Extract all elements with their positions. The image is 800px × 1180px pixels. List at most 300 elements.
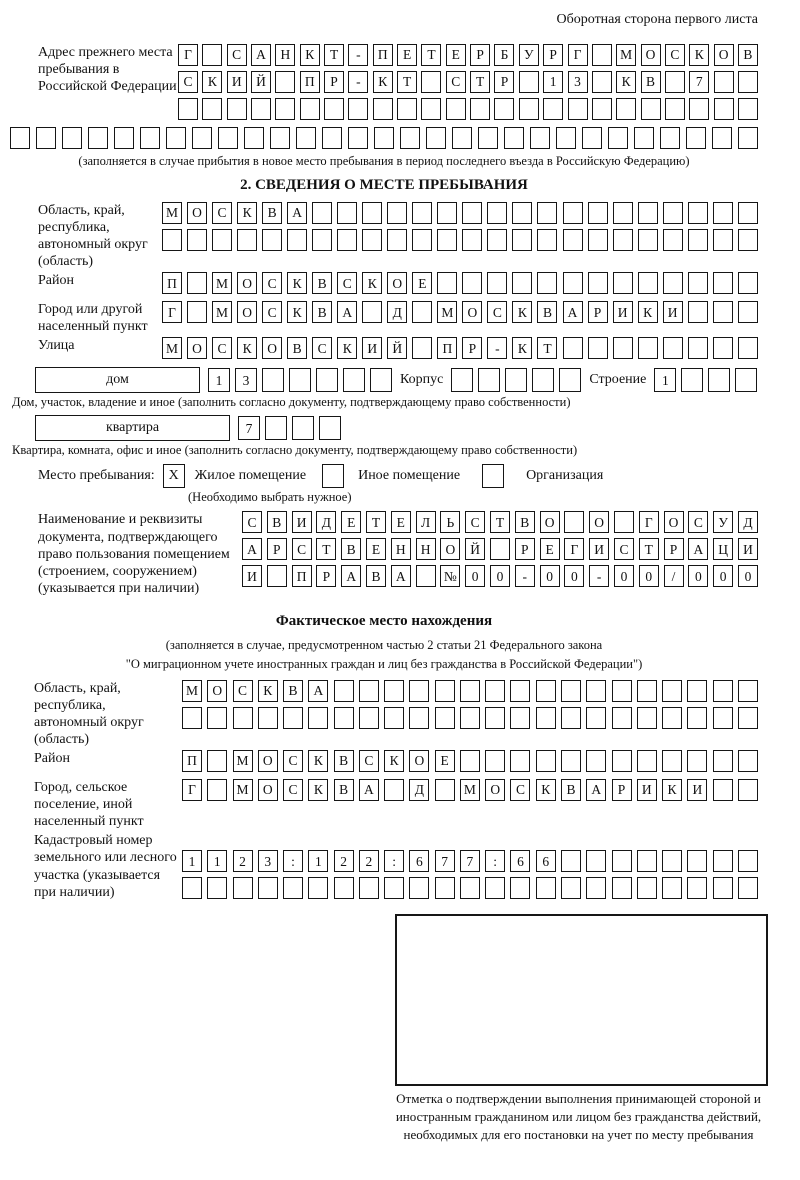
char-box: П (373, 44, 393, 66)
char-box: О (237, 272, 257, 294)
char-box (36, 127, 56, 149)
char-row (178, 98, 758, 120)
char-box (359, 877, 379, 899)
char-box (485, 750, 505, 772)
char-box (588, 229, 608, 251)
char-box (384, 877, 404, 899)
char-box: М (212, 272, 232, 294)
char-box: К (638, 301, 658, 323)
char-box: Т (324, 44, 344, 66)
char-box (308, 877, 328, 899)
char-box (713, 680, 733, 702)
char-box: Т (639, 538, 659, 560)
option-organization-label: Организация (526, 468, 604, 484)
char-box: А (341, 565, 361, 587)
char-box (592, 98, 612, 120)
char-box: Е (435, 750, 455, 772)
char-box (738, 202, 758, 224)
char-box (561, 877, 581, 899)
char-box (187, 272, 207, 294)
char-box: А (337, 301, 357, 323)
char-box: К (202, 71, 222, 93)
char-box (452, 127, 472, 149)
char-box (713, 750, 733, 772)
char-box: 0 (713, 565, 733, 587)
char-box (582, 127, 602, 149)
char-box (162, 229, 182, 251)
district-label: Район (38, 273, 74, 289)
char-box: 0 (490, 565, 510, 587)
char-box: С (262, 272, 282, 294)
char-box: 3 (568, 71, 588, 93)
char-row (182, 877, 758, 899)
char-box (270, 127, 290, 149)
char-box: 1 (182, 850, 202, 872)
char-box: 0 (639, 565, 659, 587)
char-row-full-width (10, 127, 758, 149)
char-box: И (242, 565, 262, 587)
char-box (588, 202, 608, 224)
char-box: П (437, 337, 457, 359)
char-box: № (440, 565, 460, 587)
char-box (519, 71, 539, 93)
char-box: И (292, 511, 312, 533)
char-box: И (637, 779, 657, 801)
char-box: Д (316, 511, 336, 533)
char-box (561, 680, 581, 702)
char-box (687, 750, 707, 772)
char-box: И (227, 71, 247, 93)
apartment-number-cells (238, 416, 341, 440)
char-row (178, 44, 758, 66)
char-box: К (300, 44, 320, 66)
char-box (536, 877, 556, 899)
apartment-row (35, 415, 758, 441)
char-box (359, 707, 379, 729)
char-box: Р (324, 71, 344, 93)
char-box (275, 98, 295, 120)
char-row (182, 680, 758, 702)
char-box (686, 127, 706, 149)
char-box: Т (421, 44, 441, 66)
char-box: 7 (689, 71, 709, 93)
confirmation-caption: Отметка о подтверждении выполнения принимающей стороной и иностранным гражданином или лицом без гражданства действий, необходимых для его постановки на учет по месту пребывания (395, 1091, 762, 1142)
char-box: П (292, 565, 312, 587)
char-box: И (362, 337, 382, 359)
char-box (387, 202, 407, 224)
char-box: С (233, 680, 253, 702)
char-box: 2 (359, 850, 379, 872)
char-box (586, 680, 606, 702)
option-other-premises-label: Иное помещение (358, 468, 461, 484)
char-box (612, 877, 632, 899)
char-box: С (227, 44, 247, 66)
char-box: О (258, 779, 278, 801)
field-actual-city (10, 779, 758, 830)
confirmation-mark-box (395, 914, 768, 1086)
char-box (536, 680, 556, 702)
char-box (738, 229, 758, 251)
char-box (485, 877, 505, 899)
char-box (662, 680, 682, 702)
char-box (485, 680, 505, 702)
char-box: 3 (258, 850, 278, 872)
char-box (397, 98, 417, 120)
char-box (437, 202, 457, 224)
char-box (662, 750, 682, 772)
char-box: 1 (308, 850, 328, 872)
char-box: И (589, 538, 609, 560)
char-box: О (589, 511, 609, 533)
char-box: 1 (654, 368, 676, 392)
char-box: В (312, 301, 332, 323)
checkbox-other-premises (322, 464, 344, 488)
char-box (543, 98, 563, 120)
char-box: И (687, 779, 707, 801)
char-box: С (465, 511, 485, 533)
char-box: 1 (543, 71, 563, 93)
actual-location-note-2: "О миграционном учете иностранных граждан и лиц без гражданства в Российской Федерации") (125, 656, 643, 671)
char-box (212, 229, 232, 251)
char-box: - (515, 565, 535, 587)
char-box: Т (537, 337, 557, 359)
char-box: К (258, 680, 278, 702)
char-box: И (613, 301, 633, 323)
char-box (537, 229, 557, 251)
char-box (412, 202, 432, 224)
char-box: - (348, 71, 368, 93)
char-box (207, 750, 227, 772)
char-box (586, 707, 606, 729)
char-box (460, 750, 480, 772)
char-box: О (387, 272, 407, 294)
char-box: И (663, 301, 683, 323)
char-box: Д (409, 779, 429, 801)
char-box (300, 98, 320, 120)
char-box: О (664, 511, 684, 533)
char-box (561, 707, 581, 729)
char-box (421, 98, 441, 120)
stroenie-label: Строение (589, 372, 647, 388)
char-box (289, 368, 311, 392)
char-box: 6 (536, 850, 556, 872)
char-box (244, 127, 264, 149)
char-box (568, 98, 588, 120)
char-box: М (460, 779, 480, 801)
region-label: Область, край, республика, автономный округ (область) (38, 203, 148, 270)
house-number-cells (208, 368, 392, 392)
char-box: Е (391, 511, 411, 533)
char-box: К (362, 272, 382, 294)
char-box (713, 272, 733, 294)
char-box (713, 337, 733, 359)
char-box: М (437, 301, 457, 323)
char-box (687, 680, 707, 702)
char-box (713, 779, 733, 801)
char-box: А (287, 202, 307, 224)
char-box (267, 565, 287, 587)
char-box (586, 850, 606, 872)
char-box: К (689, 44, 709, 66)
char-box: К (287, 301, 307, 323)
char-box (487, 272, 507, 294)
char-box (536, 750, 556, 772)
char-box: А (586, 779, 606, 801)
char-box (187, 229, 207, 251)
char-box (62, 127, 82, 149)
char-box (362, 301, 382, 323)
char-box (412, 301, 432, 323)
char-box: Н (416, 538, 436, 560)
char-box (637, 877, 657, 899)
char-box: М (182, 680, 202, 702)
char-row (162, 337, 758, 359)
char-box: О (540, 511, 560, 533)
char-box: : (384, 850, 404, 872)
char-box (559, 368, 581, 392)
char-box: К (237, 337, 257, 359)
char-box (470, 98, 490, 120)
char-box: Б (494, 44, 514, 66)
char-box: С (487, 301, 507, 323)
char-box (409, 877, 429, 899)
char-box: К (384, 750, 404, 772)
char-box (334, 877, 354, 899)
char-box (348, 98, 368, 120)
char-box (312, 202, 332, 224)
char-box (660, 127, 680, 149)
section2-title: 2. СВЕДЕНИЯ О МЕСТЕ ПРЕБЫВАНИЯ (240, 177, 528, 193)
char-box (510, 750, 530, 772)
char-box: К (616, 71, 636, 93)
char-box: В (341, 538, 361, 560)
field-district (10, 272, 758, 299)
char-box (233, 877, 253, 899)
char-box (688, 301, 708, 323)
char-box (505, 368, 527, 392)
field-street (10, 337, 758, 364)
char-box (412, 337, 432, 359)
char-box (292, 416, 314, 440)
char-box (714, 71, 734, 93)
field-region (10, 202, 758, 270)
char-box: Т (397, 71, 417, 93)
char-box (384, 680, 404, 702)
previous-address-note: (заполняется в случае прибытия в новое место пребывания в период последнего въезда в Российскую Федерацию) (78, 154, 690, 168)
char-box (688, 272, 708, 294)
char-box (437, 272, 457, 294)
char-box (296, 127, 316, 149)
char-box (182, 877, 202, 899)
char-row (162, 202, 758, 224)
char-box: Д (387, 301, 407, 323)
char-box: Е (341, 511, 361, 533)
char-box: О (187, 202, 207, 224)
char-box (663, 272, 683, 294)
char-box: В (267, 511, 287, 533)
char-box: Г (162, 301, 182, 323)
char-box (738, 680, 758, 702)
char-box: П (300, 71, 320, 93)
char-box (638, 337, 658, 359)
char-row (178, 71, 758, 93)
char-box (687, 877, 707, 899)
char-box: Т (470, 71, 490, 93)
previous-address-label: Адрес прежнего места пребывания в Российской Федерации (38, 45, 177, 95)
char-box: А (688, 538, 708, 560)
char-box: А (391, 565, 411, 587)
char-box (613, 229, 633, 251)
char-row (182, 850, 758, 872)
char-box: У (713, 511, 733, 533)
char-box: А (242, 538, 262, 560)
field-actual-region (10, 680, 758, 748)
char-box (166, 127, 186, 149)
actual-location-note-1: (заполняется в случае, предусмотренном частью 2 статьи 21 Федерального закона (165, 637, 603, 652)
char-box (207, 779, 227, 801)
char-box: М (162, 202, 182, 224)
char-box (713, 301, 733, 323)
char-box (613, 337, 633, 359)
char-box (316, 368, 338, 392)
char-box (634, 127, 654, 149)
actual-region-label: Область, край, республика, автономный округ (область) (34, 680, 144, 748)
char-box (233, 707, 253, 729)
char-box (665, 98, 685, 120)
char-box: О (440, 538, 460, 560)
char-box: Й (465, 538, 485, 560)
char-box: 0 (465, 565, 485, 587)
char-box (588, 272, 608, 294)
char-box (510, 877, 530, 899)
char-box: Й (387, 337, 407, 359)
char-box (638, 272, 658, 294)
char-box: - (487, 337, 507, 359)
char-box: 1 (208, 368, 230, 392)
char-box (638, 202, 658, 224)
option-residential-label: Жилое помещение (194, 468, 307, 484)
char-box (738, 272, 758, 294)
char-box: 7 (460, 850, 480, 872)
char-box: / (664, 565, 684, 587)
char-box (512, 202, 532, 224)
char-box (322, 127, 342, 149)
char-box: В (641, 71, 661, 93)
char-box (435, 707, 455, 729)
char-box (713, 850, 733, 872)
stay-type-row (38, 464, 758, 488)
char-box: С (359, 750, 379, 772)
char-box: : (283, 850, 303, 872)
char-box (637, 850, 657, 872)
char-box (227, 98, 247, 120)
char-box: Е (540, 538, 560, 560)
char-box (637, 707, 657, 729)
apartment-box-label: квартира (35, 415, 230, 441)
char-box (384, 707, 404, 729)
char-box (362, 202, 382, 224)
char-box (312, 229, 332, 251)
char-box (460, 707, 480, 729)
char-box: Т (490, 511, 510, 533)
char-box (478, 368, 500, 392)
char-box (409, 707, 429, 729)
char-box: Н (275, 44, 295, 66)
char-box (10, 127, 30, 149)
char-box (187, 301, 207, 323)
char-box (462, 272, 482, 294)
char-box: К (237, 202, 257, 224)
char-box (207, 707, 227, 729)
char-box (613, 202, 633, 224)
char-box: О (409, 750, 429, 772)
char-box: Р (612, 779, 632, 801)
char-box (114, 127, 134, 149)
char-box: О (462, 301, 482, 323)
char-box: С (283, 779, 303, 801)
char-box (510, 707, 530, 729)
char-box (563, 272, 583, 294)
char-box (283, 877, 303, 899)
char-box (563, 229, 583, 251)
actual-district-label: Район (34, 751, 70, 767)
char-box (374, 127, 394, 149)
char-box (564, 511, 584, 533)
stay-type-label: Место пребывания: (38, 468, 155, 484)
char-box (258, 877, 278, 899)
char-box (662, 877, 682, 899)
char-row (242, 511, 758, 533)
char-box (88, 127, 108, 149)
char-box: С (665, 44, 685, 66)
char-box: Н (391, 538, 411, 560)
char-box (536, 707, 556, 729)
char-box (662, 707, 682, 729)
char-box: Р (470, 44, 490, 66)
char-box (435, 877, 455, 899)
char-box (182, 707, 202, 729)
char-box (324, 98, 344, 120)
char-box: - (589, 565, 609, 587)
char-box: С (262, 301, 282, 323)
char-box (613, 272, 633, 294)
char-box (258, 707, 278, 729)
char-box: И (738, 538, 758, 560)
char-box (478, 127, 498, 149)
char-box: М (212, 301, 232, 323)
char-box (192, 127, 212, 149)
house-caption: Дом, участок, владение и иное (заполнить согласно документу, подтверждающему право собственности) (12, 395, 571, 410)
char-box (446, 98, 466, 120)
char-box (337, 229, 357, 251)
char-box (662, 850, 682, 872)
char-box: Р (267, 538, 287, 560)
char-box: Р (543, 44, 563, 66)
char-box: А (308, 680, 328, 702)
confirmation-area (395, 914, 768, 1143)
char-box: В (738, 44, 758, 66)
char-box (451, 368, 473, 392)
char-box: О (485, 779, 505, 801)
char-box (713, 877, 733, 899)
char-box: Р (316, 565, 336, 587)
char-box: Ь (440, 511, 460, 533)
char-box (218, 127, 238, 149)
char-box (738, 301, 758, 323)
char-box: Г (639, 511, 659, 533)
char-box (409, 680, 429, 702)
field-document (10, 511, 758, 596)
